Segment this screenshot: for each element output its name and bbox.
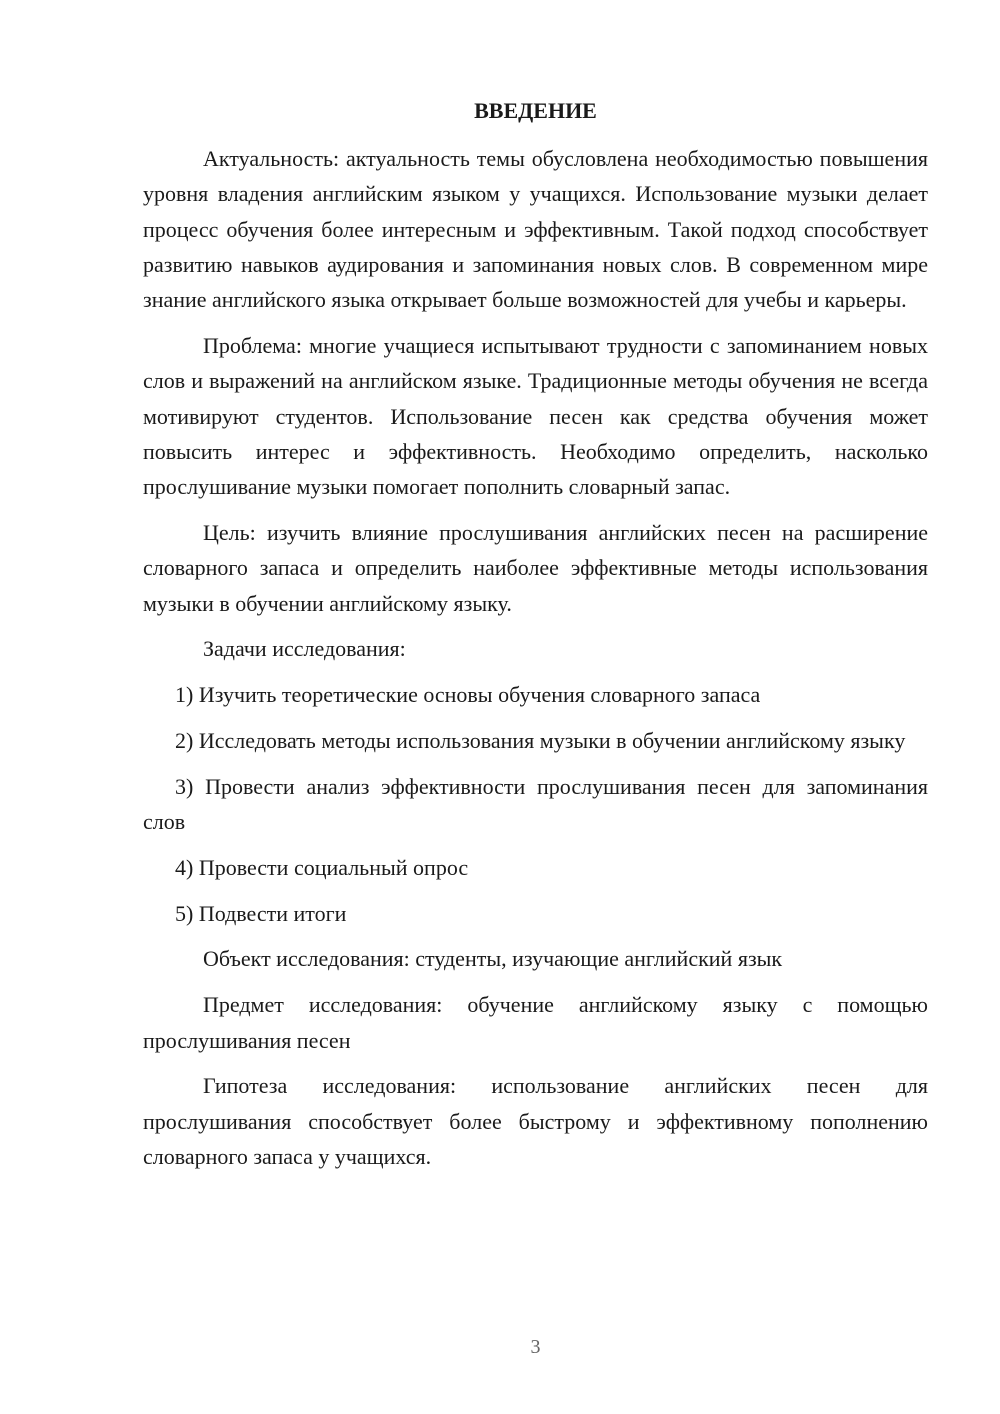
page-number: 3 xyxy=(530,1336,541,1358)
task-item-3: 3) Провести анализ эффективности прослушивания песен для запоминания слов xyxy=(143,773,928,835)
problem-paragraph: Проблема: многие учащиеся испытывают трудности с запоминанием новых слов и выражений на английском языке. Традиционные методы обучения не всегда мотивируют студентов. Использование песен как средства обучения может повысить интерес и эффективность. Необходимо определить, насколько прослушивание музыки помогает пополнить словарный запас. xyxy=(143,332,928,500)
object-paragraph: Объект исследования: студенты, изучающие английский язык xyxy=(203,946,783,972)
subject-paragraph: Предмет исследования: обучение английскому языку с помощью прослушивания песен xyxy=(143,992,928,1053)
goal-paragraph: Цель: изучить влияние прослушивания английских песен на расширение словарного запаса и определить наиболее эффективные методы использования музыки в обучении английскому языку. xyxy=(143,519,928,616)
section-title: ВВЕДЕНИЕ xyxy=(474,98,597,123)
task-item-4: 4) Провести социальный опрос xyxy=(175,854,469,880)
task-item-5: 5) Подвести итоги xyxy=(175,900,347,926)
document-body xyxy=(143,141,928,1185)
task-item-2: 2) Исследовать методы использования музыки в обучении английскому языку xyxy=(175,727,906,753)
hypothesis-paragraph: Гипотеза исследования: использование английских песен для прослушивания способствует более быстрому и эффективному пополнению словарного запаса у учащихся. xyxy=(143,1073,928,1169)
task-item-1: 1) Изучить теоретические основы обучения словарного запаса xyxy=(175,682,761,708)
document-page xyxy=(143,0,928,1414)
relevance-paragraph: Актуальность: актуальность темы обусловлена необходимостью повышения уровня владения английским языком у учащихся. Использование музыки делает процесс обучения более интересным и эффективным. Такой подход способствует развитию навыков аудирования и запоминания новых слов. В современном мире знание английского языка открывает больше возможностей для учебы и карьеры. xyxy=(143,146,928,313)
tasks-heading: Задачи исследования: xyxy=(203,636,406,662)
